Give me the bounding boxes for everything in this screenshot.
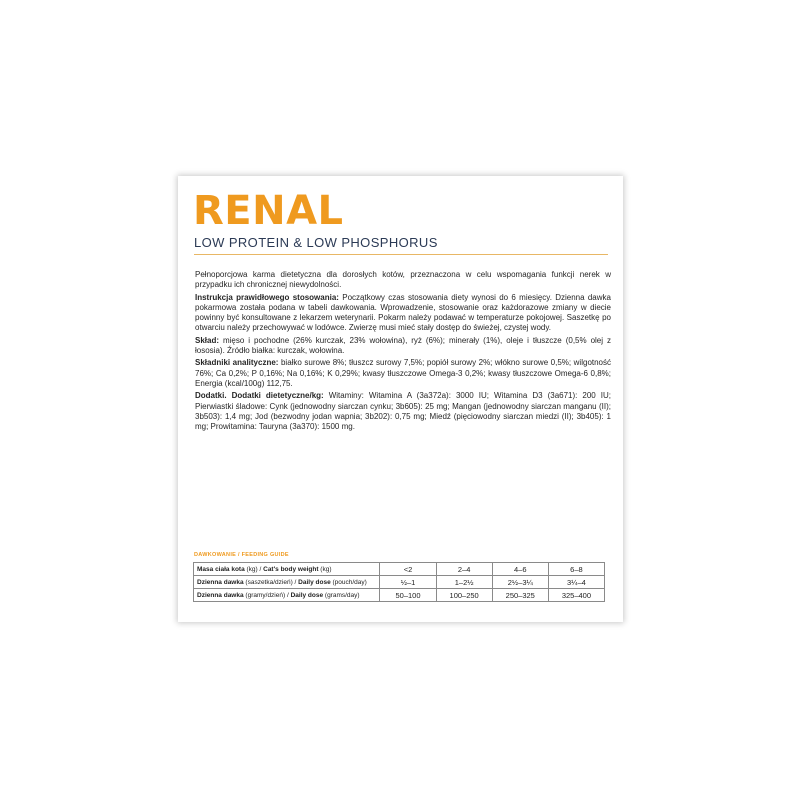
- table-row: [194, 576, 605, 589]
- product-description: [195, 270, 611, 434]
- product-subtitle: LOW PROTEIN & LOW PHOSPHORUS: [194, 235, 438, 250]
- table-cell: 325–400: [548, 589, 604, 602]
- section-text: Witaminy: Witamina A (3a372a): 3000 IU; Witamina D3 (3a671): 200 IU; Pierwiastki śladowe: Cynk (jednowodny siarczan cynku; 3b605): 25 mg; Mangan (jednowodny siarczan manganu (II); 3b503): 1,4 mg; Jod (bezwodny jodan wapnia; 3b202): 0,75 mg; Miedź (pięciowodny siarczan miedzi (II); 3b405): 1 mg; Prowitamina: Tauryna (3a370): 1500 mg.: [195, 391, 611, 432]
- table-cell: 1–2½: [436, 576, 492, 589]
- table-cell: 6–8: [548, 563, 604, 576]
- table-row: [194, 589, 605, 602]
- product-label-card: [178, 176, 623, 622]
- section-label: Instrukcja prawidłowego stosowania:: [195, 292, 339, 302]
- analytical-constituents: [195, 358, 611, 389]
- row-label: Dzienna dawka (gramy/dzień) / Daily dose (grams/day): [194, 589, 380, 602]
- section-label: Skład:: [195, 335, 220, 345]
- section-label: Dodatki. Dodatki dietetyczne/kg:: [195, 391, 324, 401]
- title-divider: [194, 254, 608, 255]
- table-row: [194, 563, 605, 576]
- table-cell: 2½–3¼: [492, 576, 548, 589]
- table-cell: 250–325: [492, 589, 548, 602]
- row-label: Masa ciała kota (kg) / Cat's body weight (kg): [194, 563, 380, 576]
- section-text: Początkowy czas stosowania diety wynosi do 6 miesięcy. Dzienna dawka pokarmowa została podana w tabeli dawkowania. Wprowadzenie, stosowanie oraz każdorazowe zmiany w diecie powinny być konsultowane z lekarzem weterynarii. Pokarm należy podawać w temperaturze pokojowej. Saszetkę po otwarciu należy przechowywać w lodówce. Zwierzę musi mieć stały dostęp do świeżej, czystej wody.: [195, 292, 611, 333]
- section-text: mięso i pochodne (26% kurczak, 23% wołowina), ryż (6%); minerały (1%), oleje i tłuszcze (0,5% olej z łososia). Źródło białka: kurczak, wołowina.: [195, 335, 611, 356]
- section-label: Składniki analityczne:: [195, 358, 279, 368]
- table-cell: 100–250: [436, 589, 492, 602]
- section-text: białko surowe 8%; tłuszcz surowy 7,5%; popiół surowy 2%; włókno surowe 0,5%; wilgotność 76%; Ca 0,2%; P 0,16%; Na 0,16%; K 0,29%; kwasy tłuszczowe Omega-3 0,2%; kwasy tłuszczowe Omega-6 0,8%; Energia (kcal/100g) 112,75.: [195, 358, 612, 388]
- feeding-guide-heading: DAWKOWANIE / FEEDING GUIDE: [194, 552, 289, 558]
- table-cell: 50–100: [380, 589, 436, 602]
- product-title: RENAL: [193, 188, 344, 234]
- feeding-guide-table: [193, 562, 605, 602]
- composition: [195, 336, 611, 357]
- additives: [195, 391, 611, 432]
- table-cell: 4–6: [492, 563, 548, 576]
- intro-paragraph: Pełnoporcjowa karma dietetyczna dla dorosłych kotów, przeznaczona w celu wspomagania funkcji nerek w przypadku ich chronicznej niewydolności.: [195, 270, 611, 290]
- table-cell: 2–4: [436, 563, 492, 576]
- table-cell: <2: [380, 563, 436, 576]
- usage-instructions: [195, 293, 611, 334]
- row-label: Dzienna dawka (saszetka/dzień) / Daily dose (pouch/day): [194, 576, 380, 589]
- table-cell: ½–1: [380, 576, 436, 589]
- table-cell: 3¼–4: [548, 576, 604, 589]
